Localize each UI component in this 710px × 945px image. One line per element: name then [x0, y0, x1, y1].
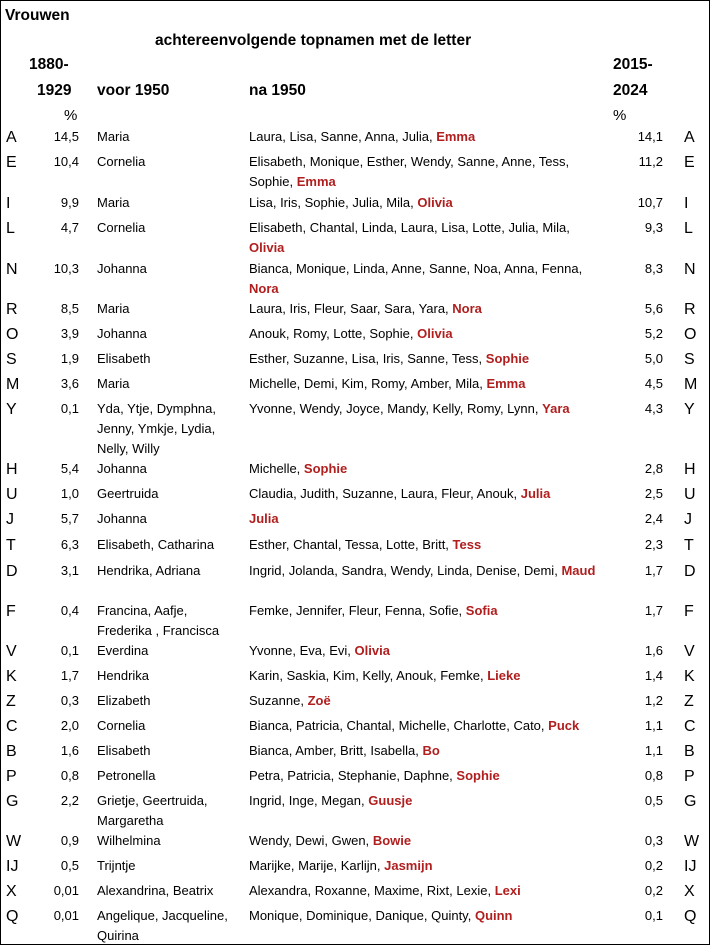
row-names-after-1950 — [249, 374, 604, 394]
row-letter-right: M — [684, 376, 698, 393]
top-name-highlight: Olivia — [417, 326, 453, 341]
row-names-before-1950: Johanna — [97, 326, 147, 341]
row-pct-1880-1929: 1,0 — [60, 486, 79, 501]
row-pct-1880-1929: 0,9 — [60, 833, 79, 848]
row-letter: W — [6, 833, 22, 850]
row-pct-2015-2024: 0,8 — [644, 768, 663, 783]
row-pct-1880-1929: 1,7 — [60, 668, 79, 683]
after-names-text: Suzanne, — [249, 693, 304, 708]
after-names-text: Ingrid, Jolanda, Sandra, Wendy, Linda, Denise, Demi, — [249, 563, 558, 578]
row-letter: J — [6, 511, 14, 528]
after-names-text: Femke, Jennifer, Fleur, Fenna, Sofie, — [249, 603, 463, 618]
row-letter: V — [6, 643, 17, 660]
top-name-highlight: Olivia — [354, 643, 390, 658]
row-letter: M — [6, 376, 20, 393]
after-names-text: Yvonne, Eva, Evi, — [249, 643, 351, 658]
table-row — [1, 349, 709, 374]
row-letter-right: E — [684, 154, 695, 171]
after-names-text: Wendy, Dewi, Gwen, — [249, 833, 370, 848]
row-letter-right: L — [684, 220, 693, 237]
after-names-text: Claudia, Judith, Suzanne, Laura, Fleur, Anouk, — [249, 486, 518, 501]
row-names-after-1950 — [249, 741, 604, 761]
row-letter: X — [6, 883, 17, 900]
table-row — [1, 766, 709, 791]
row-names-after-1950 — [249, 641, 604, 661]
row-letter-right: H — [684, 461, 696, 478]
row-names-before-1950: Francina, Aafje, Frederika , Francisca — [97, 603, 220, 638]
row-names-before-1950: Yda, Ytje, Dymphna, Jenny, Ymkje, Lydia, Nelly, Willy — [97, 401, 216, 456]
row-names-before-1950: Johanna — [97, 461, 147, 476]
after-names-text: Elisabeth, Monique, Esther, Wendy, Sanne, Anne, Tess, Sophie, — [249, 154, 570, 189]
row-pct-2015-2024: 14,1 — [637, 129, 663, 144]
top-name-highlight: Nora — [452, 301, 482, 316]
row-names-after-1950 — [249, 766, 604, 786]
top-name-highlight: Olivia — [417, 195, 453, 210]
row-names-after-1950 — [249, 152, 604, 192]
row-pct-2015-2024: 10,7 — [637, 195, 663, 210]
top-name-highlight: Julia — [249, 511, 279, 526]
row-names-before-1950: Cornelia — [97, 220, 146, 235]
row-names-before-1950: Geertruida — [97, 486, 159, 501]
top-name-highlight: Tess — [452, 537, 482, 552]
table-row — [1, 127, 709, 152]
table-row — [1, 324, 709, 349]
table-row — [1, 509, 709, 535]
after-names-text: Bianca, Monique, Linda, Anne, Sanne, Noa, Anna, Fenna, — [249, 261, 583, 276]
table-row — [1, 601, 709, 641]
row-pct-2015-2024: 1,1 — [644, 718, 663, 733]
top-name-highlight: Julia — [520, 486, 551, 501]
after-names-text: Yvonne, Wendy, Joyce, Mandy, Kelly, Romy, Lynn, — [249, 401, 539, 416]
row-names-before-1950: Elizabeth — [97, 693, 151, 708]
row-names-before-1950: Wilhelmina — [97, 833, 161, 848]
row-pct-1880-1929: 0,8 — [60, 768, 79, 783]
row-pct-1880-1929: 0,1 — [60, 643, 79, 658]
row-letter-right: D — [684, 563, 696, 580]
row-names-after-1950 — [249, 561, 604, 581]
after-names-text: Anouk, Romy, Lotte, Sophie, — [249, 326, 414, 341]
row-pct-1880-1929: 9,9 — [60, 195, 79, 210]
top-name-highlight: Sophie — [456, 768, 500, 783]
table-row — [1, 831, 709, 856]
row-names-after-1950 — [249, 299, 604, 319]
after-names-text: Esther, Suzanne, Lisa, Iris, Sanne, Tess, — [249, 351, 483, 366]
row-names-before-1950: Maria — [97, 376, 130, 391]
row-letter-right: IJ — [684, 858, 697, 875]
row-pct-1880-1929: 10,4 — [53, 154, 79, 169]
table-row — [1, 791, 709, 831]
row-names-after-1950 — [249, 791, 604, 811]
table-row — [1, 374, 709, 399]
row-pct-1880-1929: 14,5 — [53, 129, 79, 144]
row-letter-right: F — [684, 603, 694, 620]
pct-symbol-right: % — [613, 107, 627, 124]
row-names-before-1950: Cornelia — [97, 718, 146, 733]
after-names-text: Lisa, Iris, Sophie, Julia, Mila, — [249, 195, 414, 210]
row-names-before-1950: Maria — [97, 301, 130, 316]
top-name-highlight: Lexi — [494, 883, 521, 898]
row-names-before-1950: Elisabeth — [97, 351, 151, 366]
row-pct-2015-2024: 9,3 — [644, 220, 663, 235]
row-pct-1880-1929: 1,6 — [60, 743, 79, 758]
row-names-before-1950: Johanna — [97, 261, 147, 276]
table-row — [1, 484, 709, 509]
row-names-after-1950 — [249, 601, 604, 621]
row-pct-2015-2024: 5,6 — [644, 301, 663, 316]
row-letter: I — [6, 195, 11, 212]
row-names-before-1950: Maria — [97, 195, 130, 210]
top-name-highlight: Jasmijn — [384, 858, 433, 873]
top-name-highlight: Lieke — [487, 668, 521, 683]
row-names-before-1950: Trijntje — [97, 858, 136, 873]
row-names-before-1950: Maria — [97, 129, 130, 144]
row-pct-1880-1929: 5,4 — [60, 461, 79, 476]
row-letter-right: Z — [684, 693, 694, 710]
row-letter-right: J — [684, 511, 692, 528]
top-name-highlight: Emma — [296, 174, 336, 189]
after-names-text: Karin, Saskia, Kim, Kelly, Anouk, Femke, — [249, 668, 484, 683]
row-names-after-1950 — [249, 666, 604, 686]
row-letter-right: C — [684, 718, 696, 735]
row-pct-2015-2024: 0,2 — [644, 883, 663, 898]
table-row — [1, 641, 709, 666]
row-letter: A — [6, 129, 17, 146]
row-names-after-1950 — [249, 459, 604, 479]
row-letter: E — [6, 154, 17, 171]
row-letter-right: R — [684, 301, 696, 318]
row-letter: G — [6, 793, 19, 810]
row-pct-2015-2024: 2,5 — [644, 486, 663, 501]
row-pct-1880-1929: 3,1 — [60, 563, 79, 578]
row-letter: K — [6, 668, 17, 685]
period1-header-line2: 1929 — [37, 82, 72, 99]
row-names-after-1950 — [249, 856, 604, 876]
row-letter-right: K — [684, 668, 695, 685]
row-pct-1880-1929: 0,3 — [60, 693, 79, 708]
row-pct-2015-2024: 1,7 — [644, 563, 663, 578]
top-name-highlight: Olivia — [249, 240, 285, 255]
row-letter: U — [6, 486, 18, 503]
row-names-after-1950 — [249, 324, 604, 344]
row-pct-2015-2024: 0,1 — [644, 908, 663, 923]
row-letter-right: P — [684, 768, 695, 785]
row-letter-right: Y — [684, 401, 695, 418]
row-names-after-1950 — [249, 535, 604, 555]
top-name-highlight: Puck — [548, 718, 580, 733]
row-names-after-1950 — [249, 349, 604, 369]
row-pct-1880-1929: 0,4 — [60, 603, 79, 618]
table-row — [1, 561, 709, 601]
table-row — [1, 666, 709, 691]
row-pct-2015-2024: 2,4 — [644, 511, 663, 526]
row-letter-right: G — [684, 793, 697, 810]
row-names-after-1950 — [249, 484, 604, 504]
row-names-before-1950: Grietje, Geertruida, Margaretha — [97, 793, 208, 828]
row-letter: Q — [6, 908, 19, 925]
table-row — [1, 218, 709, 259]
row-names-after-1950 — [249, 218, 604, 258]
row-names-after-1950 — [249, 509, 604, 529]
row-letter-right: T — [684, 537, 694, 554]
row-pct-1880-1929: 0,01 — [53, 883, 79, 898]
row-letter-right: A — [684, 129, 695, 146]
row-letter: P — [6, 768, 17, 785]
row-names-before-1950: Petronella — [97, 768, 156, 783]
row-pct-1880-1929: 4,7 — [60, 220, 79, 235]
row-pct-2015-2024: 11,2 — [638, 154, 663, 169]
row-names-after-1950 — [249, 193, 604, 213]
table-row — [1, 906, 709, 945]
row-names-after-1950 — [249, 691, 604, 711]
row-names-after-1950 — [249, 881, 604, 901]
row-letter: O — [6, 326, 19, 343]
table-row — [1, 716, 709, 741]
row-letter: IJ — [6, 858, 19, 875]
row-pct-2015-2024: 5,0 — [644, 351, 663, 366]
table-row — [1, 399, 709, 459]
row-pct-2015-2024: 1,2 — [644, 693, 663, 708]
row-letter: Y — [6, 401, 17, 418]
row-names-after-1950 — [249, 831, 604, 851]
row-letter-right: Q — [684, 908, 697, 925]
row-names-before-1950: Alexandrina, Beatrix — [97, 883, 214, 898]
row-letter-right: W — [684, 833, 700, 850]
table-row — [1, 152, 709, 193]
period2-header-line2: 2024 — [613, 82, 648, 99]
table-row — [1, 741, 709, 766]
row-pct-2015-2024: 8,3 — [644, 261, 663, 276]
row-pct-2015-2024: 2,8 — [644, 461, 663, 476]
table-row — [1, 299, 709, 324]
row-names-before-1950: Cornelia — [97, 154, 146, 169]
row-pct-2015-2024: 0,2 — [644, 858, 663, 873]
row-names-before-1950: Hendrika — [97, 668, 150, 683]
row-pct-2015-2024: 2,3 — [644, 537, 663, 552]
row-pct-1880-1929: 1,9 — [60, 351, 79, 366]
row-pct-2015-2024: 1,1 — [644, 743, 663, 758]
row-letter: T — [6, 537, 16, 554]
after-names-text: Laura, Iris, Fleur, Saar, Sara, Yara, — [249, 301, 449, 316]
after-names-text: Michelle, Demi, Kim, Romy, Amber, Mila, — [249, 376, 483, 391]
row-pct-2015-2024: 4,3 — [644, 401, 663, 416]
row-letter-right: S — [684, 351, 695, 368]
period2-header-line1: 2015- — [613, 56, 653, 73]
table-row — [1, 193, 709, 218]
top-name-highlight: Bo — [422, 743, 440, 758]
row-pct-1880-1929: 6,3 — [60, 537, 79, 552]
after-names-text: Bianca, Amber, Britt, Isabella, — [249, 743, 419, 758]
before-1950-header: voor 1950 — [97, 82, 170, 99]
after-names-text: Petra, Patricia, Stephanie, Daphne, — [249, 768, 453, 783]
row-names-before-1950: Angelique, Jacqueline, Quirina — [97, 908, 228, 943]
row-pct-2015-2024: 1,7 — [644, 603, 663, 618]
top-name-highlight: Sophie — [303, 461, 348, 476]
row-letter: F — [6, 603, 16, 620]
row-pct-1880-1929: 10,3 — [53, 261, 79, 276]
row-letter: R — [6, 301, 18, 318]
table-title: Vrouwen — [5, 7, 70, 24]
top-name-highlight: Quinn — [474, 908, 513, 923]
after-names-text: Esther, Chantal, Tessa, Lotte, Britt, — [249, 537, 449, 552]
row-letter: S — [6, 351, 17, 368]
table-row — [1, 881, 709, 906]
row-names-after-1950 — [249, 127, 604, 147]
row-pct-1880-1929: 0,5 — [60, 858, 79, 873]
after-names-text: Bianca, Patricia, Chantal, Michelle, Charlotte, Cato, — [249, 718, 545, 733]
top-name-highlight: Sophie — [485, 351, 530, 366]
row-pct-1880-1929: 0,01 — [53, 908, 79, 923]
row-letter-right: N — [684, 261, 696, 278]
after-1950-header: na 1950 — [249, 82, 306, 99]
table-row — [1, 691, 709, 716]
row-pct-1880-1929: 2,0 — [60, 718, 79, 733]
table-row — [1, 856, 709, 881]
table-row — [1, 259, 709, 299]
row-names-after-1950 — [249, 399, 604, 419]
row-letter: N — [6, 261, 18, 278]
row-letter: Z — [6, 693, 16, 710]
row-names-before-1950: Johanna — [97, 511, 147, 526]
after-names-text: Alexandra, Roxanne, Maxime, Rixt, Lexie, — [249, 883, 492, 898]
row-pct-2015-2024: 5,2 — [644, 326, 663, 341]
row-names-after-1950 — [249, 259, 604, 299]
row-names-before-1950: Hendrika, Adriana — [97, 563, 201, 578]
after-names-text: Michelle, — [249, 461, 301, 476]
row-letter: H — [6, 461, 18, 478]
after-names-text: Marijke, Marije, Karlijn, — [249, 858, 381, 873]
row-names-before-1950: Elisabeth, Catharina — [97, 537, 215, 552]
row-names-before-1950: Elisabeth — [97, 743, 151, 758]
row-pct-2015-2024: 1,6 — [644, 643, 663, 658]
row-pct-1880-1929: 2,2 — [60, 793, 79, 808]
after-names-text: Ingrid, Inge, Megan, — [249, 793, 365, 808]
row-pct-2015-2024: 1,4 — [644, 668, 663, 683]
top-name-highlight: Guusje — [368, 793, 413, 808]
table-row — [1, 535, 709, 561]
row-letter: B — [6, 743, 17, 760]
top-name-highlight: Maud — [561, 563, 596, 578]
row-letter-right: X — [684, 883, 695, 900]
top-name-highlight: Emma — [436, 129, 476, 144]
row-pct-2015-2024: 4,5 — [644, 376, 663, 391]
row-pct-1880-1929: 3,9 — [60, 326, 79, 341]
pct-symbol-left: % — [64, 107, 78, 124]
row-pct-1880-1929: 3,6 — [60, 376, 79, 391]
top-name-highlight: Yara — [542, 401, 570, 416]
row-letter: C — [6, 718, 18, 735]
row-pct-2015-2024: 0,5 — [644, 793, 663, 808]
row-letter: L — [6, 220, 15, 237]
row-letter-right: B — [684, 743, 695, 760]
row-letter-right: V — [684, 643, 695, 660]
top-name-highlight: Zoë — [307, 693, 331, 708]
table-subtitle: achtereenvolgende topnamen met de letter — [155, 32, 472, 49]
row-letter: D — [6, 563, 18, 580]
row-letter-right: I — [684, 195, 689, 212]
top-name-highlight: Nora — [249, 281, 279, 296]
top-name-highlight: Emma — [486, 376, 526, 391]
top-name-highlight: Bowie — [372, 833, 412, 848]
row-pct-2015-2024: 0,3 — [644, 833, 663, 848]
row-pct-1880-1929: 5,7 — [60, 511, 79, 526]
row-pct-1880-1929: 8,5 — [60, 301, 79, 316]
after-names-text: Monique, Dominique, Danique, Quinty, — [249, 908, 472, 923]
table-row — [1, 459, 709, 484]
row-pct-1880-1929: 0,1 — [60, 401, 79, 416]
top-name-highlight: Sofia — [465, 603, 498, 618]
after-names-text: Elisabeth, Chantal, Linda, Laura, Lisa, Lotte, Julia, Mila, — [249, 220, 570, 235]
row-names-before-1950: Everdina — [97, 643, 149, 658]
row-names-after-1950 — [249, 716, 604, 736]
period1-header-line1: 1880- — [29, 56, 69, 73]
row-letter-right: U — [684, 486, 696, 503]
row-names-after-1950 — [249, 906, 604, 926]
row-letter-right: O — [684, 326, 697, 343]
after-names-text: Laura, Lisa, Sanne, Anna, Julia, — [249, 129, 433, 144]
